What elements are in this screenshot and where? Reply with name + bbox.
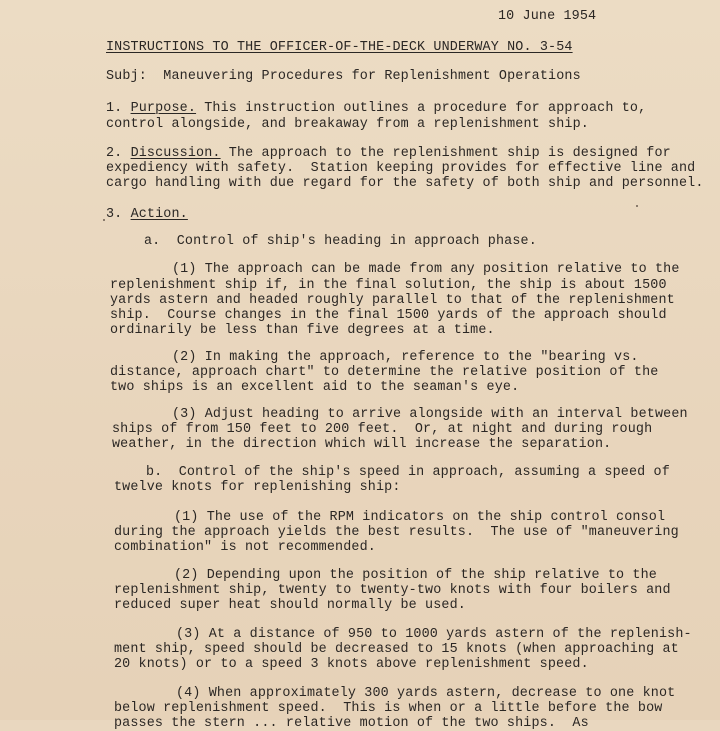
b2-line-2: replenishment ship, twenty to twenty-two knots with four boilers and xyxy=(114,583,671,598)
subsection-a-heading: a. Control of ship's heading in approach phase. xyxy=(144,234,537,249)
b4-line-2: below replenishment speed. This is when or a little before the bow xyxy=(114,701,663,716)
b1-line-1: (1) The use of the RPM indicators on the ship control consol xyxy=(174,510,666,525)
discussion-heading: Discussion. xyxy=(130,146,221,161)
discussion-line-2: expediency with safety. Station keeping provides for effective line and xyxy=(106,161,696,176)
action-heading: Action. xyxy=(130,207,188,222)
paper-speck xyxy=(636,205,638,207)
b2-line-1: (2) Depending upon the position of the ship relative to the xyxy=(174,568,657,583)
a1-line-5: ordinarily be less than five degrees at a time. xyxy=(110,323,495,338)
discussion-number: 2. xyxy=(106,146,123,161)
purpose-text-1: This instruction outlines a procedure for approach to, xyxy=(196,101,647,116)
subsection-b-heading: b. Control of the ship's speed in approach, assuming a speed of xyxy=(146,465,670,480)
purpose-heading: Purpose. xyxy=(130,101,197,116)
b3-line-1: (3) At a distance of 950 to 1000 yards astern of the replenish- xyxy=(176,627,692,642)
b2-line-3: reduced super heat should normally be used. xyxy=(114,598,466,613)
discussion-text-1: The approach to the replenishment ship is designed for xyxy=(220,146,671,161)
paper-speck xyxy=(103,219,105,221)
a1-line-3: yards astern and headed roughly parallel to that of the replenishment xyxy=(110,293,675,308)
action-line xyxy=(106,207,188,222)
action-number: 3. xyxy=(106,207,123,222)
b4-line-1: (4) When approximately 300 yards astern, decrease to one knot xyxy=(176,686,676,701)
a3-line-3: weather, in the direction which will increase the separation. xyxy=(112,437,612,452)
b1-line-3: combination" is not recommended. xyxy=(114,540,376,555)
a2-line-3: two ships is an excellent aid to the seaman's eye. xyxy=(110,380,520,395)
b3-line-2: ment ship, speed should be decreased to 15 knots (when approaching at xyxy=(114,642,679,657)
subject-line: Subj: Maneuvering Procedures for Replenishment Operations xyxy=(106,69,581,84)
discussion-line-3: cargo handling with due regard for the safety of both ship and personnel. xyxy=(106,176,704,191)
b3-line-3: 20 knots) or to a speed 3 knots above replenishment speed. xyxy=(114,657,589,672)
purpose-number: 1. xyxy=(106,101,123,116)
a3-line-2: ships of from 150 feet to 200 feet. Or, at night and during rough xyxy=(112,422,653,437)
document-date: 10 June 1954 xyxy=(498,9,597,24)
purpose-line-1 xyxy=(106,101,646,116)
a2-line-1: (2) In making the approach, reference to the "bearing vs. xyxy=(172,350,639,365)
purpose-line-2: control alongside, and breakaway from a replenishment ship. xyxy=(106,117,589,132)
b4-line-3: passes the stern ... relative motion of the two ships. As xyxy=(114,716,589,731)
subsection-b-heading-2: twelve knots for replenishing ship: xyxy=(114,480,401,495)
a2-line-2: distance, approach chart" to determine the relative position of the xyxy=(110,365,659,380)
discussion-line-1 xyxy=(106,146,671,161)
a1-line-1: (1) The approach can be made from any position relative to the xyxy=(172,262,680,277)
document-title: INSTRUCTIONS TO THE OFFICER-OF-THE-DECK UNDERWAY NO. 3-54 xyxy=(106,40,573,55)
a3-line-1: (3) Adjust heading to arrive alongside with an interval between xyxy=(172,407,688,422)
a1-line-2: replenishment ship if, in the final solution, the ship is about 1500 xyxy=(110,278,667,293)
a1-line-4: ship. Course changes in the final 1500 yards of the approach should xyxy=(110,308,667,323)
b1-line-2: during the approach yields the best results. The use of "maneuvering xyxy=(114,525,679,540)
